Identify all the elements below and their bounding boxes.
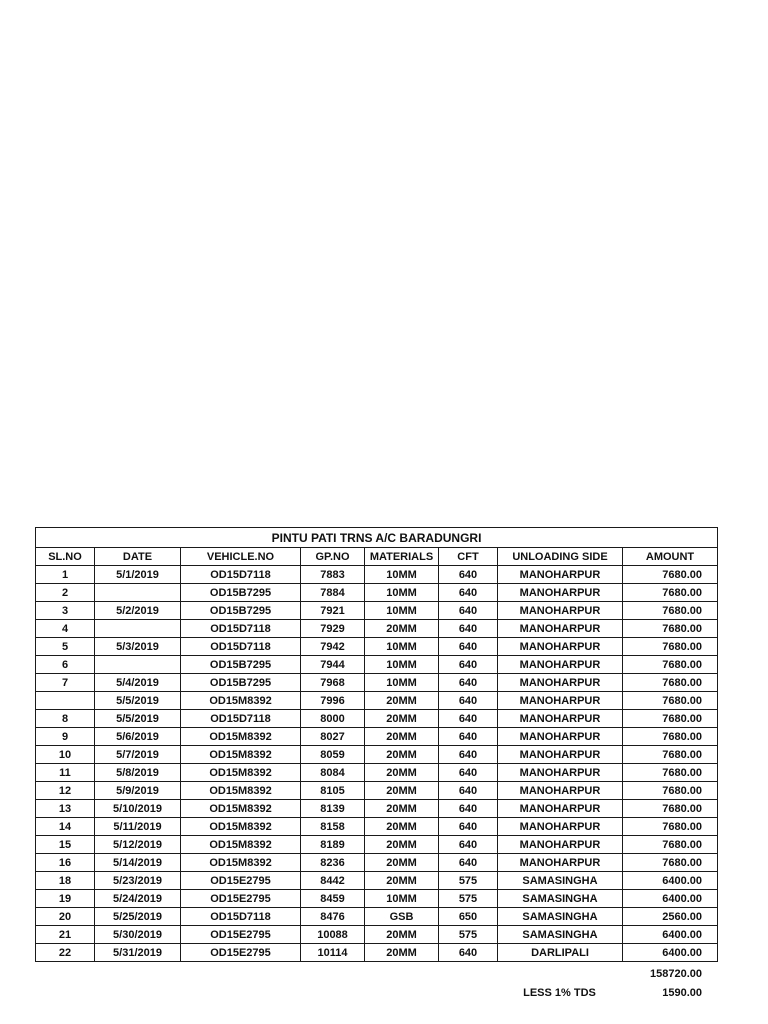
cell-unloading-side: SAMASINGHA [498, 872, 623, 890]
cell-date: 5/7/2019 [95, 746, 181, 764]
cell-slno: 20 [36, 908, 95, 926]
column-header-unloading-side: UNLOADING SIDE [498, 548, 623, 566]
cell-cft: 640 [439, 656, 498, 674]
cell-vehicle-no: OD15E2795 [181, 890, 301, 908]
column-header-gp-no: GP.NO [301, 548, 365, 566]
cell-date: 5/8/2019 [95, 764, 181, 782]
cell-date [95, 656, 181, 674]
table-row [36, 692, 718, 710]
cell-vehicle-no: OD15E2795 [181, 872, 301, 890]
cell-amount: 6400.00 [623, 926, 718, 944]
sheet [35, 527, 717, 1002]
cell-amount: 7680.00 [623, 818, 718, 836]
cell-date: 5/5/2019 [95, 692, 181, 710]
cell-cft: 575 [439, 926, 498, 944]
cell-slno: 22 [36, 944, 95, 962]
cell-vehicle-no: OD15D7118 [181, 566, 301, 584]
cell-amount: 7680.00 [623, 692, 718, 710]
table-row [36, 944, 718, 962]
cell-cft: 640 [439, 818, 498, 836]
cell-slno: 15 [36, 836, 95, 854]
cell-date [95, 584, 181, 602]
cell-amount: 7680.00 [623, 782, 718, 800]
cell-slno: 13 [36, 800, 95, 818]
table-row [36, 908, 718, 926]
table-row [36, 584, 718, 602]
cell-gp-no: 8139 [301, 800, 365, 818]
cell-gp-no: 8476 [301, 908, 365, 926]
cell-gp-no: 7968 [301, 674, 365, 692]
cell-gp-no: 7884 [301, 584, 365, 602]
cell-unloading-side: MANOHARPUR [498, 602, 623, 620]
cell-vehicle-no: OD15M8392 [181, 746, 301, 764]
column-header-amount: AMOUNT [623, 548, 718, 566]
cell-amount: 7680.00 [623, 638, 718, 656]
cell-unloading-side: MANOHARPUR [498, 728, 623, 746]
column-header-vehicle-no: VEHICLE.NO [181, 548, 301, 566]
less-tds-value: 1590.00 [662, 986, 702, 999]
cell-vehicle-no: OD15D7118 [181, 638, 301, 656]
cell-unloading-side: MANOHARPUR [498, 854, 623, 872]
cell-amount: 2560.00 [623, 908, 718, 926]
table-row [36, 728, 718, 746]
cell-cft: 640 [439, 836, 498, 854]
cell-date: 5/6/2019 [95, 728, 181, 746]
cell-amount: 7680.00 [623, 854, 718, 872]
cell-slno: 7 [36, 674, 95, 692]
cell-gp-no: 8189 [301, 836, 365, 854]
cell-materials: 20MM [365, 764, 439, 782]
cell-date: 5/12/2019 [95, 836, 181, 854]
cell-amount: 7680.00 [623, 728, 718, 746]
cell-cft: 640 [439, 854, 498, 872]
cell-vehicle-no: OD15M8392 [181, 800, 301, 818]
cell-materials: 20MM [365, 800, 439, 818]
cell-vehicle-no: OD15M8392 [181, 818, 301, 836]
cell-date: 5/5/2019 [95, 710, 181, 728]
cell-materials: 20MM [365, 692, 439, 710]
cell-slno [36, 692, 95, 710]
cell-vehicle-no: OD15D7118 [181, 710, 301, 728]
cell-date: 5/1/2019 [95, 566, 181, 584]
cell-cft: 640 [439, 728, 498, 746]
cell-cft: 640 [439, 692, 498, 710]
table-row [36, 890, 718, 908]
cell-materials: 20MM [365, 620, 439, 638]
cell-date: 5/24/2019 [95, 890, 181, 908]
cell-date: 5/25/2019 [95, 908, 181, 926]
cell-date [95, 620, 181, 638]
cell-gp-no: 7942 [301, 638, 365, 656]
cell-materials: 20MM [365, 728, 439, 746]
cell-gp-no: 8059 [301, 746, 365, 764]
cell-gp-no: 8027 [301, 728, 365, 746]
cell-cft: 640 [439, 800, 498, 818]
table-row [36, 674, 718, 692]
cell-materials: 20MM [365, 818, 439, 836]
title-row [36, 528, 718, 548]
cell-unloading-side: SAMASINGHA [498, 890, 623, 908]
cell-unloading-side: MANOHARPUR [498, 620, 623, 638]
cell-unloading-side: MANOHARPUR [498, 692, 623, 710]
cell-unloading-side: MANOHARPUR [498, 656, 623, 674]
transport-table [35, 527, 718, 962]
grand-total-value: 158720.00 [650, 967, 702, 980]
cell-unloading-side: MANOHARPUR [498, 800, 623, 818]
cell-date: 5/4/2019 [95, 674, 181, 692]
cell-amount: 7680.00 [623, 584, 718, 602]
cell-unloading-side: MANOHARPUR [498, 836, 623, 854]
cell-slno: 2 [36, 584, 95, 602]
cell-unloading-side: MANOHARPUR [498, 566, 623, 584]
cell-vehicle-no: OD15M8392 [181, 836, 301, 854]
cell-gp-no: 8236 [301, 854, 365, 872]
cell-vehicle-no: OD15M8392 [181, 692, 301, 710]
cell-slno: 6 [36, 656, 95, 674]
cell-date: 5/23/2019 [95, 872, 181, 890]
cell-materials: 10MM [365, 602, 439, 620]
cell-vehicle-no: OD15B7295 [181, 584, 301, 602]
cell-slno: 14 [36, 818, 95, 836]
cell-materials: 20MM [365, 836, 439, 854]
cell-materials: 10MM [365, 656, 439, 674]
cell-slno: 19 [36, 890, 95, 908]
table-row [36, 782, 718, 800]
cell-cft: 575 [439, 872, 498, 890]
table-row [36, 566, 718, 584]
cell-amount: 7680.00 [623, 620, 718, 638]
less-tds-label: LESS 1% TDS [523, 986, 596, 999]
table-row [36, 638, 718, 656]
cell-slno: 10 [36, 746, 95, 764]
cell-date: 5/14/2019 [95, 854, 181, 872]
cell-cft: 640 [439, 944, 498, 962]
cell-gp-no: 7944 [301, 656, 365, 674]
cell-date: 5/3/2019 [95, 638, 181, 656]
cell-vehicle-no: OD15M8392 [181, 728, 301, 746]
cell-slno: 18 [36, 872, 95, 890]
cell-unloading-side: SAMASINGHA [498, 926, 623, 944]
cell-slno: 5 [36, 638, 95, 656]
cell-vehicle-no: OD15D7118 [181, 908, 301, 926]
cell-gp-no: 7921 [301, 602, 365, 620]
cell-slno: 16 [36, 854, 95, 872]
cell-gp-no: 8442 [301, 872, 365, 890]
cell-slno: 3 [36, 602, 95, 620]
cell-vehicle-no: OD15B7295 [181, 674, 301, 692]
cell-materials: 20MM [365, 944, 439, 962]
cell-slno: 1 [36, 566, 95, 584]
cell-amount: 7680.00 [623, 566, 718, 584]
cell-amount: 7680.00 [623, 710, 718, 728]
cell-date: 5/2/2019 [95, 602, 181, 620]
cell-date: 5/31/2019 [95, 944, 181, 962]
column-header-materials: MATERIALS [365, 548, 439, 566]
cell-unloading-side: MANOHARPUR [498, 710, 623, 728]
table-row [36, 746, 718, 764]
cell-amount: 7680.00 [623, 746, 718, 764]
cell-slno: 21 [36, 926, 95, 944]
cell-materials: 10MM [365, 674, 439, 692]
table-row [36, 836, 718, 854]
cell-date: 5/9/2019 [95, 782, 181, 800]
cell-cft: 640 [439, 638, 498, 656]
table-row [36, 656, 718, 674]
cell-vehicle-no: OD15M8392 [181, 854, 301, 872]
cell-cft: 640 [439, 566, 498, 584]
cell-materials: 20MM [365, 746, 439, 764]
cell-vehicle-no: OD15D7118 [181, 620, 301, 638]
cell-materials: GSB [365, 908, 439, 926]
cell-materials: 20MM [365, 710, 439, 728]
totals-section [35, 964, 717, 1002]
cell-gp-no: 8000 [301, 710, 365, 728]
column-header-slno: SL.NO [36, 548, 95, 566]
cell-materials: 20MM [365, 926, 439, 944]
cell-vehicle-no: OD15E2795 [181, 944, 301, 962]
cell-gp-no: 8105 [301, 782, 365, 800]
cell-gp-no: 7883 [301, 566, 365, 584]
cell-amount: 7680.00 [623, 602, 718, 620]
cell-unloading-side: DARLIPALI [498, 944, 623, 962]
cell-cft: 640 [439, 746, 498, 764]
table-title: PINTU PATI TRNS A/C BARADUNGRI [36, 528, 718, 548]
cell-cft: 640 [439, 710, 498, 728]
cell-unloading-side: MANOHARPUR [498, 674, 623, 692]
cell-cft: 650 [439, 908, 498, 926]
cell-unloading-side: MANOHARPUR [498, 782, 623, 800]
table-row [36, 800, 718, 818]
cell-slno: 9 [36, 728, 95, 746]
cell-vehicle-no: OD15E2795 [181, 926, 301, 944]
cell-amount: 7680.00 [623, 800, 718, 818]
cell-vehicle-no: OD15B7295 [181, 656, 301, 674]
cell-gp-no: 7929 [301, 620, 365, 638]
cell-unloading-side: MANOHARPUR [498, 746, 623, 764]
table-row [36, 854, 718, 872]
cell-vehicle-no: OD15M8392 [181, 782, 301, 800]
cell-unloading-side: MANOHARPUR [498, 584, 623, 602]
cell-unloading-side: SAMASINGHA [498, 908, 623, 926]
table-row [36, 872, 718, 890]
header-row [36, 548, 718, 566]
cell-materials: 20MM [365, 854, 439, 872]
cell-unloading-side: MANOHARPUR [498, 764, 623, 782]
cell-cft: 640 [439, 782, 498, 800]
cell-amount: 6400.00 [623, 890, 718, 908]
cell-cft: 640 [439, 584, 498, 602]
cell-materials: 20MM [365, 782, 439, 800]
cell-slno: 4 [36, 620, 95, 638]
cell-amount: 6400.00 [623, 944, 718, 962]
cell-gp-no: 10114 [301, 944, 365, 962]
cell-gp-no: 8084 [301, 764, 365, 782]
cell-slno: 11 [36, 764, 95, 782]
cell-amount: 7680.00 [623, 656, 718, 674]
cell-materials: 20MM [365, 872, 439, 890]
cell-vehicle-no: OD15M8392 [181, 764, 301, 782]
cell-amount: 6400.00 [623, 872, 718, 890]
cell-gp-no: 10088 [301, 926, 365, 944]
cell-materials: 10MM [365, 584, 439, 602]
cell-unloading-side: MANOHARPUR [498, 638, 623, 656]
cell-amount: 7680.00 [623, 836, 718, 854]
table-row [36, 710, 718, 728]
cell-materials: 10MM [365, 638, 439, 656]
cell-materials: 10MM [365, 566, 439, 584]
table-row [36, 818, 718, 836]
cell-vehicle-no: OD15B7295 [181, 602, 301, 620]
cell-cft: 575 [439, 890, 498, 908]
column-header-date: DATE [95, 548, 181, 566]
cell-date: 5/11/2019 [95, 818, 181, 836]
table-body [36, 566, 718, 962]
cell-slno: 8 [36, 710, 95, 728]
cell-cft: 640 [439, 674, 498, 692]
cell-amount: 7680.00 [623, 764, 718, 782]
table-row [36, 602, 718, 620]
cell-cft: 640 [439, 620, 498, 638]
cell-cft: 640 [439, 764, 498, 782]
table-row [36, 764, 718, 782]
cell-date: 5/10/2019 [95, 800, 181, 818]
cell-unloading-side: MANOHARPUR [498, 818, 623, 836]
cell-date: 5/30/2019 [95, 926, 181, 944]
cell-materials: 10MM [365, 890, 439, 908]
table-row [36, 926, 718, 944]
cell-amount: 7680.00 [623, 674, 718, 692]
cell-gp-no: 7996 [301, 692, 365, 710]
less-tds-line [35, 983, 717, 1002]
grand-total-line [35, 964, 717, 983]
column-header-cft: CFT [439, 548, 498, 566]
cell-gp-no: 8158 [301, 818, 365, 836]
cell-slno: 12 [36, 782, 95, 800]
cell-cft: 640 [439, 602, 498, 620]
cell-gp-no: 8459 [301, 890, 365, 908]
table-row [36, 620, 718, 638]
